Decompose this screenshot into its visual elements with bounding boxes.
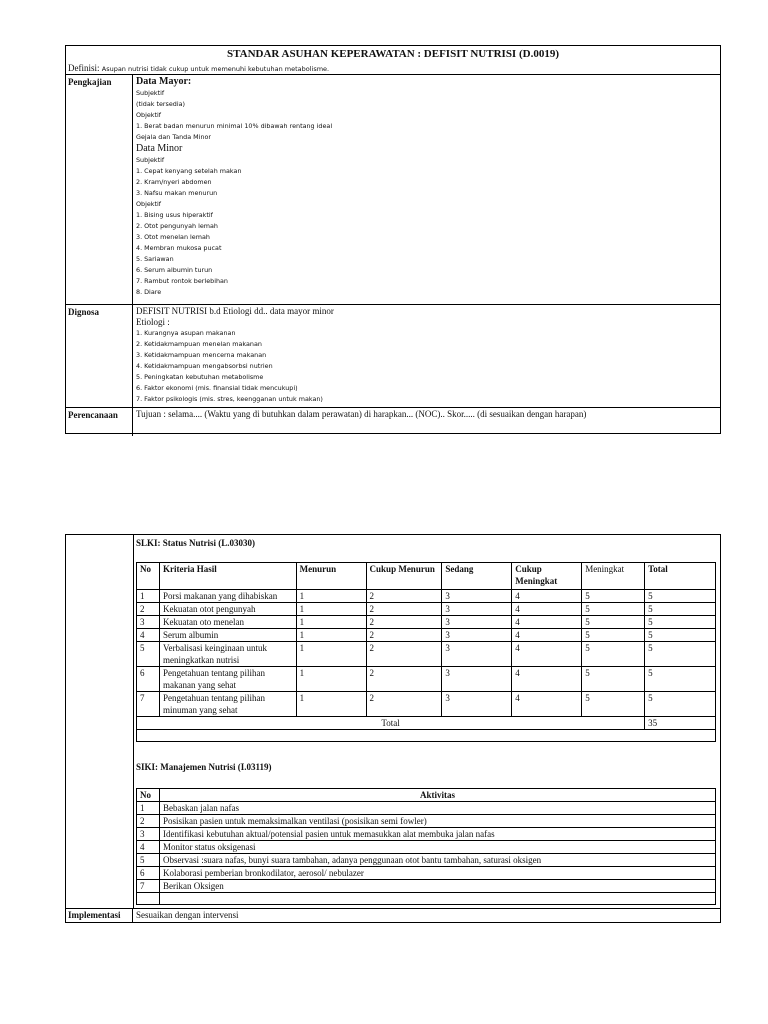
cell: Monitor status oksigenasi	[160, 841, 716, 854]
cell: Observasi :suara nafas, bunyi suara tambahan, adanya penggunaan otot bantu tambahan, saturasi oksigen	[160, 854, 716, 867]
total-row	[137, 717, 716, 730]
cell: 4	[512, 603, 582, 616]
etiologi-item: 4. Ketidakmampuan mengabsorbsi nutrien	[136, 362, 273, 370]
mayor-line: Objektif	[136, 111, 162, 119]
minor-line: 4. Membran mukosa pucat	[136, 244, 222, 252]
empty-cell	[137, 730, 716, 742]
cell: Serum albumin	[159, 629, 296, 642]
cell: Posisikan pasien untuk memaksimalkan ventilasi (posisikan semi fowler)	[160, 815, 716, 828]
siki-header-row	[137, 789, 716, 802]
table-row	[137, 802, 716, 815]
slki-header: Cukup Menurun	[366, 563, 442, 590]
minor-line: Objektif	[136, 200, 162, 208]
etiologi-item: 1. Kurangnya asupan makanan	[136, 329, 236, 337]
etiologi-item: 5. Peningkatan kebutuhan metabolisme	[136, 373, 264, 381]
cell: 3	[442, 667, 512, 692]
cell: 4	[137, 629, 160, 642]
cell: 4	[512, 642, 582, 667]
diagnosa-line-1: DEFISIT NUTRISI b.d Etiologi dd.. data mayor minor	[136, 306, 334, 316]
cell: 1	[296, 603, 366, 616]
cell: 2	[366, 667, 442, 692]
minor-line: 5. Sariawan	[136, 255, 174, 263]
pengkajian-row	[66, 75, 720, 305]
minor-line: 6. Serum albumin turun	[136, 266, 213, 274]
cell: 5	[582, 629, 645, 642]
cell: 2	[366, 629, 442, 642]
cell: 5	[582, 667, 645, 692]
cell: Bebaskan jalan nafas	[160, 802, 716, 815]
cell: 2	[137, 815, 160, 828]
diagnosa-line-2: Etiologi :	[136, 317, 170, 327]
slki-header-row	[137, 563, 716, 590]
cell: 1	[296, 629, 366, 642]
cell: 4	[137, 841, 160, 854]
cell: 2	[366, 692, 442, 717]
implementasi-text: Sesuaikan dengan intervensi	[136, 910, 239, 920]
slki-header: Cukup Meningkat	[512, 563, 582, 590]
mayor-line: Subjektif	[136, 89, 165, 97]
cell: 1	[296, 642, 366, 667]
cell: Kekuatan otot pengunyah	[159, 603, 296, 616]
slki-title: SLKI: Status Nutrisi (L.03030)	[136, 538, 256, 548]
diagnosa-content	[133, 305, 720, 407]
cell: 3	[442, 603, 512, 616]
cell: 5	[582, 603, 645, 616]
cell: 6	[137, 867, 160, 880]
diagnosa-label: Dignosa	[66, 305, 133, 407]
empty-cell	[137, 893, 160, 905]
cell: 3	[442, 590, 512, 603]
table-row	[137, 590, 716, 603]
minor-line: 8. Diare	[136, 288, 162, 296]
cell: 7	[137, 692, 160, 717]
table-row	[137, 841, 716, 854]
cell: 4	[512, 629, 582, 642]
slki-header: Meningkat	[582, 563, 645, 590]
slki-header: Total	[645, 563, 716, 590]
cell: 3	[442, 616, 512, 629]
cell: 5	[582, 590, 645, 603]
cell: 5	[137, 854, 160, 867]
table-row	[137, 667, 716, 692]
empty-cell	[160, 893, 716, 905]
perencanaan-label: Perencanaan	[66, 408, 133, 436]
definition-row	[66, 62, 720, 75]
minor-line: 7. Rambut rontok berlebihan	[136, 277, 228, 285]
slki-header: Sedang	[442, 563, 512, 590]
data-mayor-title: Data Mayor:	[136, 76, 192, 87]
cell: 5	[645, 603, 716, 616]
table-row	[137, 603, 716, 616]
cell: Verbalisasi keinginaan untuk meningkatkan nutrisi	[159, 642, 296, 667]
cell: Pengetahuan tentang pilihan makanan yang sehat	[159, 667, 296, 692]
siki-title: SIKI: Manajemen Nutrisi (I.03119)	[136, 762, 272, 772]
cell: 2	[137, 603, 160, 616]
cell: 2	[366, 603, 442, 616]
data-minor-title: Data Minor	[136, 143, 183, 154]
cell: 1	[296, 667, 366, 692]
definition-label: Definisi:	[68, 63, 102, 73]
cell: Pengetahuan tentang pilihan minuman yang sehat	[159, 692, 296, 717]
doc-title: STANDAR ASUHAN KEPERAWATAN : DEFISIT NUTRISI (D.0019)	[227, 48, 559, 60]
cell: 1	[296, 692, 366, 717]
askep-table-bottom	[65, 534, 721, 923]
mayor-line: (tidak tersedia)	[136, 100, 186, 108]
slki-header: Kriteria Hasil	[159, 563, 296, 590]
minor-line: 3. Otot menelan lemah	[136, 233, 210, 241]
siki-header: Aktivitas	[160, 789, 716, 802]
total-label: Total	[137, 717, 645, 730]
table-row	[137, 867, 716, 880]
cell: 6	[137, 667, 160, 692]
cell: 5	[582, 616, 645, 629]
table-row	[137, 616, 716, 629]
etiologi-item: 2. Ketidakmampuan menelan makanan	[136, 340, 262, 348]
minor-line: 2. Otot pengunyah lemah	[136, 222, 218, 230]
cell: 3	[442, 629, 512, 642]
cell: 2	[366, 616, 442, 629]
cell: 5	[645, 667, 716, 692]
cell: 5	[582, 642, 645, 667]
cell: 5	[645, 616, 716, 629]
cell: Berikan Oksigen	[160, 880, 716, 893]
cell: 1	[296, 616, 366, 629]
cell: 5	[137, 642, 160, 667]
cell: 2	[366, 642, 442, 667]
slki-header: Menurun	[296, 563, 366, 590]
siki-header: No	[137, 789, 160, 802]
table-row	[137, 828, 716, 841]
slki-header: No	[137, 563, 160, 590]
implementasi-row	[66, 908, 720, 923]
cell: 4	[512, 667, 582, 692]
siki-table	[136, 788, 716, 905]
etiologi-item: 6. Faktor ekonomi (mis. finansial tidak mencukupi)	[136, 384, 298, 392]
cell: 5	[645, 642, 716, 667]
cell: 3	[442, 642, 512, 667]
etiologi-item: 3. Ketidakmampuan mencerna makanan	[136, 351, 267, 359]
cell: Kolaborasi pemberian bronkodilator, aerosol/ nebulazer	[160, 867, 716, 880]
intervention-area	[134, 535, 720, 908]
cell: 1	[296, 590, 366, 603]
minor-line: 2. Kram/nyeri abdomen	[136, 178, 212, 186]
empty-row	[137, 893, 716, 905]
table-row	[137, 692, 716, 717]
empty-row	[137, 730, 716, 742]
cell: 3	[442, 692, 512, 717]
cell: 4	[512, 590, 582, 603]
minor-line: 1. Cepat kenyang setelah makan	[136, 167, 242, 175]
mayor-line: 1. Berat badan menurun minimal 10% dibawah rentang ideal	[136, 122, 333, 130]
etiologi-item: 7. Faktor psikologis (mis. stres, keengganan untuk makan)	[136, 395, 323, 403]
definition-text: Asupan nutrisi tidak cukup untuk memenuhi kebutuhan metabolisme.	[101, 65, 330, 73]
cell: 1	[137, 802, 160, 815]
cell: 4	[512, 692, 582, 717]
cell: 3	[137, 616, 160, 629]
left-label-column	[66, 535, 134, 908]
cell: 5	[645, 629, 716, 642]
total-value: 35	[645, 717, 716, 730]
table-row	[137, 629, 716, 642]
perencanaan-text: Tujuan : selama.... (Waktu yang di butuhkan dalam perawatan) di harapkan... (NOC).. Skor..... (di sesuaikan dengan harapan)	[136, 409, 587, 419]
cell: Kekuatan oto menelan	[159, 616, 296, 629]
mayor-line: Gejala dan Tanda Minor	[136, 133, 212, 141]
table-row	[137, 815, 716, 828]
table-row	[137, 880, 716, 893]
perencanaan-row	[66, 408, 720, 436]
table-row	[137, 642, 716, 667]
cell: 2	[366, 590, 442, 603]
implementasi-label: Implementasi	[66, 909, 133, 923]
cell: 5	[645, 692, 716, 717]
cell: Porsi makanan yang dihabiskan	[159, 590, 296, 603]
cell: Identifikasi kebutuhan aktual/potensial pasien untuk memasukkan alat membuka jalan nafas	[160, 828, 716, 841]
minor-line: 1. Bising usus hiperaktif	[136, 211, 213, 219]
cell: 4	[512, 616, 582, 629]
cell: 1	[137, 590, 160, 603]
table-row	[137, 854, 716, 867]
slki-table	[136, 562, 716, 742]
minor-line: 3. Nafsu makan menurun	[136, 189, 218, 197]
pengkajian-label: Pengkajian	[66, 75, 133, 304]
diagnosa-row	[66, 305, 720, 408]
pengkajian-content	[133, 75, 720, 304]
askep-table-top	[65, 45, 721, 434]
cell: 5	[645, 590, 716, 603]
cell: 5	[582, 692, 645, 717]
cell: 3	[137, 828, 160, 841]
minor-line: Subjektif	[136, 156, 165, 164]
cell: 7	[137, 880, 160, 893]
